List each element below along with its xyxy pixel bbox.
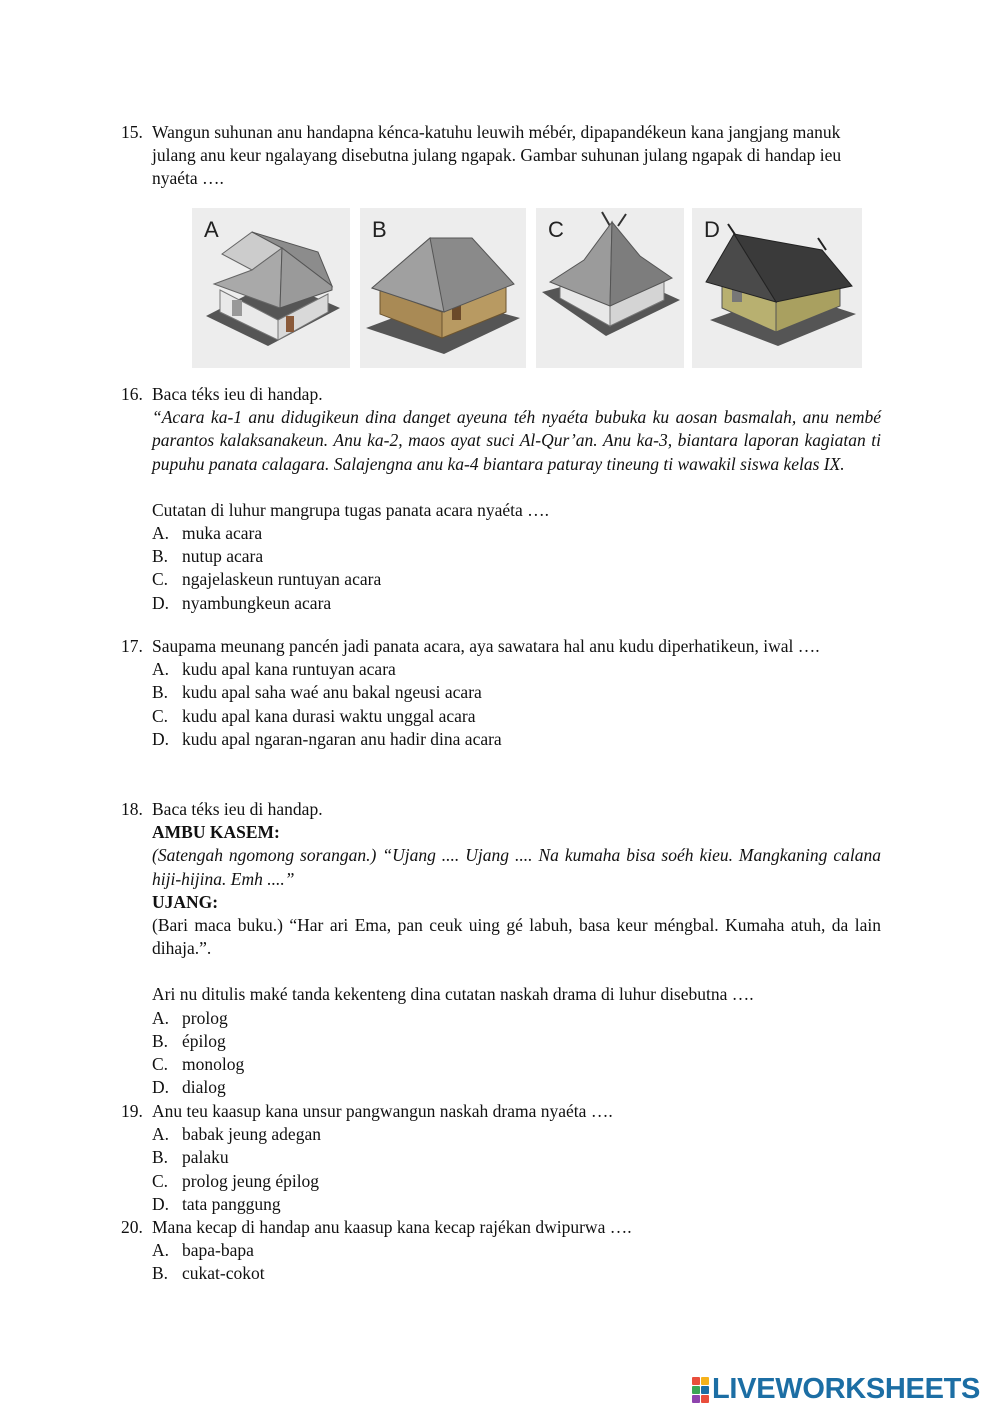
answer-options [152,658,881,751]
image-label: B [372,217,387,242]
dialogue-line: (Satengah ngomong sorangan.) “Ujang .... Ujang .... Na kumaha bisa soéh kieu. Mangkaning calana hiji-hijina. Emh ....” [152,845,881,889]
house-image-b [360,208,526,368]
question-intro: Baca téks ieu di handap. [152,799,323,819]
answer-option-b[interactable]: B. palaku [152,1147,229,1168]
question-17 [121,635,881,751]
answer-option-c[interactable]: C. kudu apal kana durasi waktu unggal acara [152,705,476,726]
question-number: 17. [121,636,143,656]
question-text: Anu teu kaasup kana unsur pangwangun naskah drama nyaéta …. [152,1101,613,1121]
answer-option-b[interactable]: B. cukat-cokot [152,1263,265,1284]
question-18 [121,798,881,1099]
answer-option-a[interactable]: A. babak jeung adegan [152,1124,321,1145]
house-image-a [192,208,350,368]
image-label: A [204,217,219,242]
answer-option-b[interactable]: B. nutup acara [152,546,264,567]
question-15 [121,121,881,191]
speaker-name: AMBU KASEM: [152,822,280,843]
answer-options [152,522,881,615]
question-number: 16. [121,384,143,404]
logo-text: LIVEWORKSHEETS [712,1373,981,1406]
question-number: 15. [121,122,143,142]
reading-passage: “Acara ka-1 anu didugikeun dina danget ayeuna téh nyaéta bubuka ku aosan basmalah, anu nembé parantos kalaksanakeun. Anu ka-2, maos ayat suci Al-Qur’an. Anu ka-3, biantara laporan kagiatan ti pupuhu panata calagara. Salajengna anu ka-4 biantara paturay tineung ti wawakil siswa kelas IX. [152,407,881,474]
question-text: Cutatan di luhur mangrupa tugas panata acara nyaéta …. [152,499,549,520]
question-number: 18. [121,799,143,819]
answer-option-a[interactable]: A. muka acara [152,523,263,544]
house-image-d [692,208,862,368]
dialogue-line: (Bari maca buku.) “Har ari Ema, pan ceuk uing gé labuh, basa keur méngbal. Kumaha atuh, da lain dihaja.”. [152,915,881,959]
question-text: Ari nu ditulis maké tanda kekenteng dina cutatan naskah drama di luhur disebutna …. [152,984,754,1005]
question-number: 20. [121,1217,143,1237]
answer-option-c[interactable]: C. prolog jeung épilog [152,1170,320,1191]
answer-option-d[interactable]: D. tata panggung [152,1193,281,1214]
question-text: Saupama meunang pancén jadi panata acara, aya sawatara hal anu kudu diperhatikeun, iwal …. [152,636,820,656]
answer-options [152,1123,881,1216]
answer-option-b[interactable]: B. épilog [152,1030,226,1051]
logo-mark-icon [692,1377,709,1403]
liveworksheets-logo [692,1375,980,1405]
question-text: Mana kecap di handap anu kaasup kana kecap rajékan dwipurwa …. [152,1217,632,1237]
answer-options [152,1007,881,1100]
image-label: C [548,217,564,242]
answer-option-c[interactable]: C. monolog [152,1054,245,1075]
question-number: 19. [121,1101,143,1121]
image-label: D [704,217,720,242]
speaker-name: UJANG: [152,891,219,912]
question-20 [121,1216,881,1286]
answer-option-a[interactable]: A. bapa-bapa [152,1240,254,1261]
answer-option-c[interactable]: C. ngajelaskeun runtuyan acara [152,569,382,590]
answer-options [152,1239,881,1285]
question-16 [121,383,881,615]
answer-option-d[interactable]: D. kudu apal ngaran-ngaran anu hadir dina acara [152,728,502,749]
roof-style-images [192,208,862,368]
answer-option-a[interactable]: A. kudu apal kana runtuyan acara [152,659,396,680]
question-19 [121,1100,881,1216]
question-intro: Baca téks ieu di handap. [152,384,323,404]
house-image-c [536,208,684,368]
answer-option-a[interactable]: A. prolog [152,1007,228,1028]
answer-option-b[interactable]: B. kudu apal saha waé anu bakal ngeusi acara [152,682,482,703]
answer-option-d[interactable]: D. dialog [152,1077,226,1098]
answer-option-d[interactable]: D. nyambungkeun acara [152,592,332,613]
question-text: Wangun suhunan anu handapna kénca-katuhu leuwih mébér, dipapandékeun kana jangjang manuk julang anu keur ngalayang disebutna julang ngapak. Gambar suhunan julang ngapak di handap ieu nyaéta …. [152,122,842,189]
